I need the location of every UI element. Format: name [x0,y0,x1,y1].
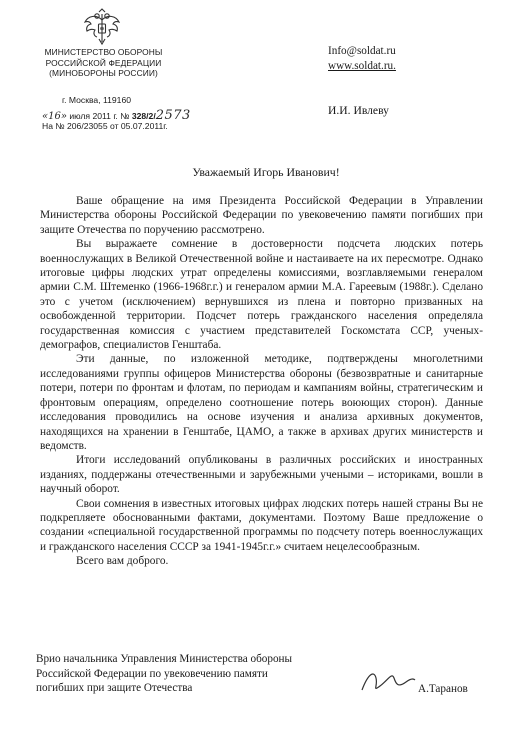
reference-line: На № 206/23055 от 05.07.2011г. [42,121,168,131]
greeting: Уважаемый Игорь Иванович! [192,165,340,179]
signature-title-line-2: Российской Федерации по увековечению памяти [36,667,268,680]
signer-name: А.Таранов [418,683,468,695]
paragraph-5: Свои сомнения в известных итоговых цифрах людских потерь нашей страны Вы не подкрепляете обоснованными фактами, документами. Поэтому Ваше предложение о создании «специальной государственной программы по подсчету потерь военнослужащих и гражданского населения СССР за 1941-1945г.г.» считаем нецелесообразным. [40,497,483,553]
signature-title [36,652,292,696]
paragraph-6: Всего вам доброго. [76,555,169,568]
outgoing-number-handwritten: 2573 [155,108,191,123]
ministry-line-2: РОССИЙСКОЙ ФЕДЕРАЦИИ [45,57,162,68]
city-line: г. Москва, 119160 [62,95,132,105]
date-day: «16» [42,111,67,122]
contact-block [328,44,396,74]
paragraph-2: Вы выражаете сомнение в достоверности подсчета людских потерь военнослужащих в Великой Отечественной войне и настаиваете на их пересмотре. Однако итоговые цифры людских утрат определены комиссиями, возглавляемыми генералом армии С.М. Штеменко (1966-1968г.г.) и генералом армии М.А. Гареевым (1988г.). Сделано это с учетом (исключением) вернувшихся из плена и повторно призванных на освобожденной территории. Подсчет потерь гражданского населения определяла государственная комиссия с участием представителей Госкомстата ССР, ученых-демографов, специалистов Генштаба. [40,238,483,352]
email-text: Info@soldat.ru [328,45,396,57]
handwritten-signature-icon [358,664,418,698]
double-headed-eagle-emblem-icon [82,8,122,48]
signature-title-line-3: погибших при защите Отечества [36,682,193,695]
letter-body [40,194,483,569]
paragraph-3: Эти данные, по изложенной методике, подтверждены многолетними исследованиями группы офицеров Министерства обороны (безвозвратные и санитарные потери, потери по фронтам и флотам, по периодам и кампаниям войны, стратегическим и фронтовым операциям, определено соотношение потерь воюющих сторон). Данные исследования проводились на основе изучения и анализа архивных документов, находящихся на хранении в Генштабе, ЦАМО, а также в архивах других министерств и ведомств. [40,353,483,452]
ministry-line-3: (МИНОБОРОНЫ РОССИИ) [49,68,158,79]
outgoing-number-printed: 328/2/ [131,111,156,121]
paragraph-4: Итоги исследований опубликованы в различных российских и иностранных изданиях, поддержаны отечественными и зарубежными учеными – историками, вошли в научный оборот. [40,454,483,496]
ministry-header [36,47,171,79]
addressee: И.И. Ивлеву [328,104,389,117]
website-link[interactable]: www.soldat.ru. [328,60,396,72]
signature-title-line-1: Врио начальника Управления Министерства обороны [36,653,293,665]
paragraph-1: Ваше обращение на имя Президента Российской Федерации в Управлении Министерства обороны Российской Федерации по увековечению памяти погибших при защите Отечества по поручению рассмотрено. [40,195,483,236]
ministry-line-1: МИНИСТЕРСТВО ОБОРОНЫ [44,47,163,57]
date-month-year: июля 2011 г. № [69,111,130,121]
